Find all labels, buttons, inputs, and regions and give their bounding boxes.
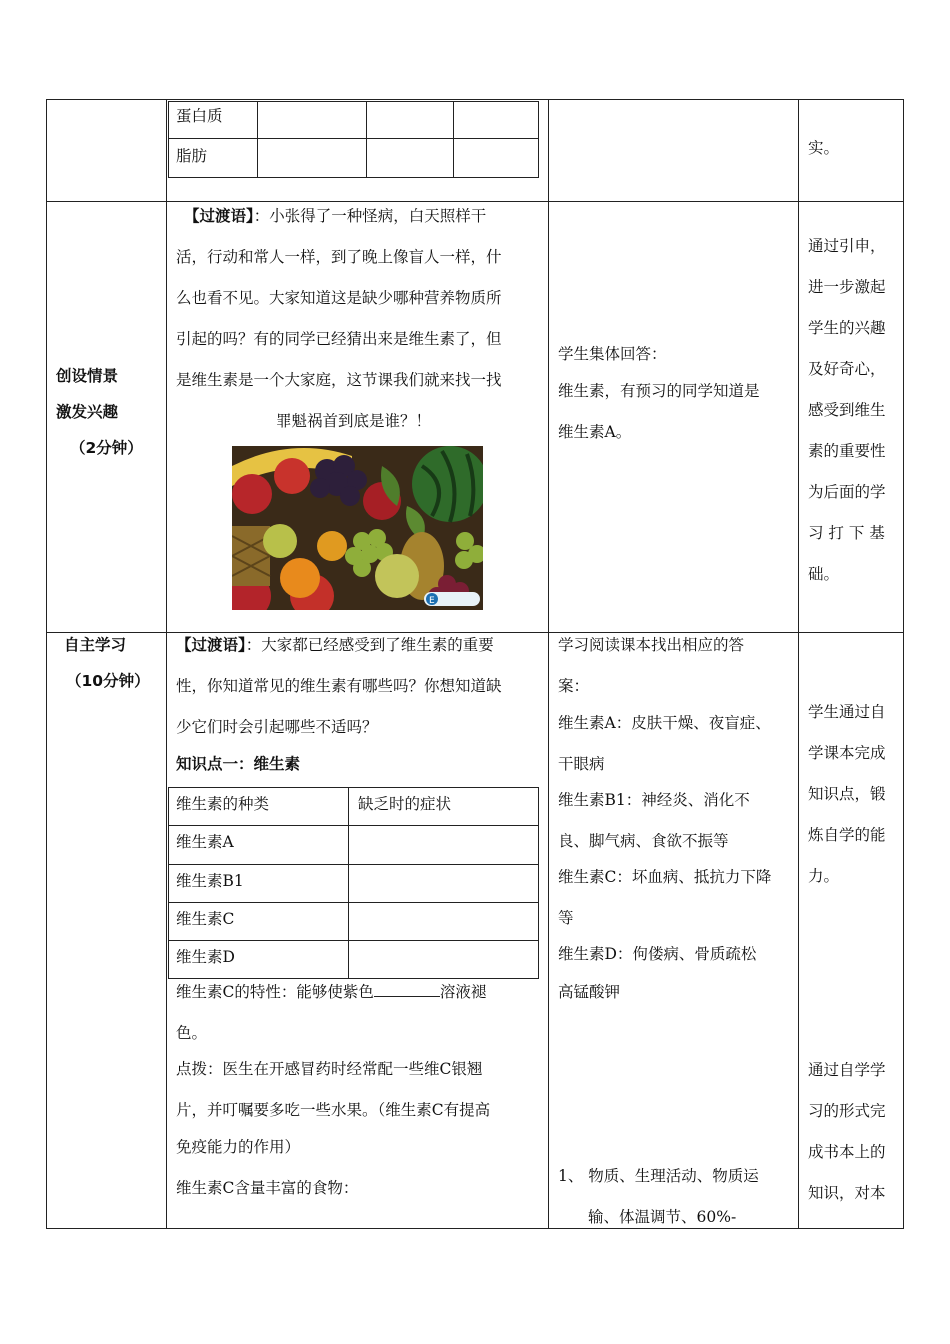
fill-blank [374, 980, 440, 997]
student-line: 维生素B1：神经炎、消化不 [558, 791, 750, 809]
teacher-line: 罪魁祸首到底是谁？！ [276, 412, 432, 430]
intent-line: 感受到维生 [808, 401, 886, 419]
intent-line: 为后面的学 [808, 483, 886, 501]
teacher-line: 【过渡语】：小张得了一种怪病，白天照样干 [184, 207, 487, 225]
teacher-line: 性，你知道常见的维生素有哪些吗？你想知道缺 [176, 677, 502, 695]
intent-line: 知识，对本 [808, 1184, 886, 1202]
student-line: 维生素C：坏血病、抵抗力下降 [558, 868, 772, 886]
teacher-line: 引起的吗？有的同学已经猜出来是维生素了，但 [176, 330, 502, 348]
stage-duration: （10分钟） [66, 672, 150, 690]
intent-line: 进一步激起 [808, 278, 886, 296]
stage-line: 创设情景 [56, 367, 119, 385]
vitamin-table-header: 维生素的种类 [176, 795, 270, 813]
intent-line: 学生通过自 [808, 703, 886, 721]
intent-line: 及好奇心， [808, 360, 886, 378]
student-line: 1、 物质、生理活动、物质运 [558, 1167, 759, 1185]
intent-line: 力。 [808, 867, 840, 885]
student-line: 等 [558, 909, 574, 927]
student-line: 维生素A：皮肤干燥、夜盲症、 [558, 714, 771, 732]
photo-logo-letter: E [429, 596, 435, 606]
hint-line: 免疫能力的作用） [176, 1138, 301, 1156]
teacher-line: 【过渡语】：大家都已经感受到了维生素的重要 [176, 636, 494, 654]
nutrient-fat: 脂肪 [176, 147, 208, 165]
hint-line: 点拨：医生在开感冒药时经常配一些维C银翘 [176, 1060, 483, 1078]
transition-label: 【过渡语】 [176, 636, 246, 654]
table-border-right [903, 99, 904, 1229]
vitamin-table-row: 维生素B1 [176, 872, 244, 890]
student-line: 学生集体回答： [558, 345, 667, 363]
table-border-left [46, 99, 47, 1229]
vitamin-c-property: 维生素C的特性：能够使紫色 溶液褪 [176, 972, 486, 1013]
hint-line: 片，并叮嘱要多吃一些水果。（维生素C有提高 [176, 1101, 491, 1119]
student-line: 良、脚气病、食欲不振等 [558, 832, 729, 850]
transition-label: 【过渡语】 [184, 207, 254, 225]
vitamin-table-row: 维生素A [176, 833, 234, 851]
teacher-line: 少它们时会引起哪些不适吗？ [176, 718, 378, 736]
hint-line: 维生素C含量丰富的食物： [176, 1179, 359, 1197]
student-line: 维生素，有预习的同学知道是 [558, 382, 760, 400]
fruit-photo [232, 446, 483, 610]
intent-line: 学课本完成 [808, 744, 886, 762]
student-line: 学习阅读课本找出相应的答 [558, 636, 745, 654]
intent-line: 通过引申， [808, 237, 886, 255]
vitamin-table-row: 维生素C [176, 910, 235, 928]
intent-line: 础。 [808, 565, 840, 583]
intent-line: 习 打 下 基 [808, 524, 885, 542]
column-divider-1 [166, 99, 167, 1229]
intent-line: 通过自学学 [808, 1061, 886, 1079]
nutrient-protein: 蛋白质 [176, 107, 223, 125]
intent-line: 素的重要性 [808, 442, 886, 460]
student-line: 干眼病 [558, 755, 605, 773]
intent-line: 习的形式完 [808, 1102, 886, 1120]
vitamin-table-header: 缺乏时的症状 [358, 795, 452, 813]
vitamin-c-property-cont: 色。 [176, 1024, 208, 1042]
stage-duration: （2分钟） [70, 439, 143, 457]
intent-line: 炼自学的能 [808, 826, 886, 844]
student-line: 维生素D：佝偻病、骨质疏松 [558, 945, 757, 963]
table-border-top [46, 99, 904, 100]
teacher-line: 活，行动和常人一样，到了晚上像盲人一样，什 [176, 248, 502, 266]
row1-intent: 实。 [808, 139, 840, 157]
intent-line: 学生的兴趣 [808, 319, 886, 337]
student-line: 维生素A。 [558, 423, 632, 441]
student-line: 案： [558, 677, 590, 695]
teacher-line: 是维生素是一个大家庭，这节课我们就来找一找 [176, 371, 502, 389]
intent-line: 知识点，锻 [808, 785, 886, 803]
intent-line: 成书本上的 [808, 1143, 886, 1161]
teacher-line: 么也看不见。大家知道这是缺少哪种营养物质所 [176, 289, 502, 307]
column-divider-2 [548, 99, 549, 1229]
vitamin-table-row: 维生素D [176, 948, 235, 966]
stage-line: 激发兴趣 [56, 403, 119, 421]
column-divider-3 [798, 99, 799, 1229]
table-border-bottom [46, 1228, 904, 1229]
knowledge-point-title: 知识点一：维生素 [176, 755, 301, 773]
student-line: 输、体温调节、60%- [588, 1208, 737, 1226]
stage-line: 自主学习 [64, 636, 127, 654]
student-line: 高锰酸钾 [558, 983, 621, 1001]
